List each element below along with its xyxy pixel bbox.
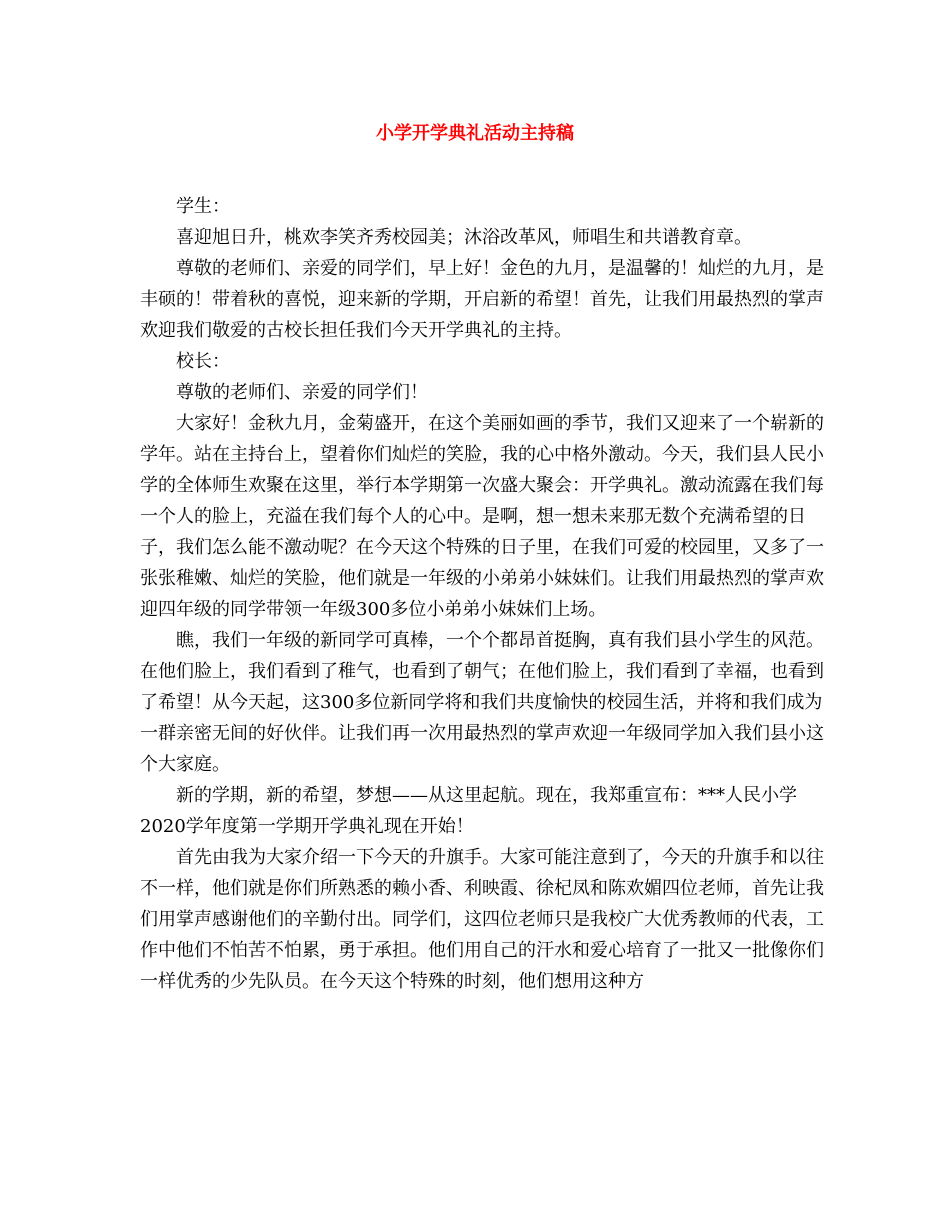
paragraph-announcement: 新的学期，新的希望，梦想——从这里起航。现在，我郑重宣布：***人民小学2020学年度第一学期开学典礼现在开始！ [140,785,797,837]
paragraph-couplet: 喜迎旭日升，桃欢李笑齐秀校园美；沐浴改革风，师唱生和共谱教育章。 [176,227,752,248]
paragraph-welcome: 大家好！金秋九月，金菊盛开，在这个美丽如画的季节，我们又迎来了一个崭新的学年。站在主持台上，望着你们灿烂的笑脸，我的心中格外激动。今天，我们县人民小学的全体师生欢聚在这里，举行本学期第一次盛大聚会：开学典礼。激动流露在我们每一个人的脸上，充溢在我们每个人的心中。是啊，想一想未来那无数个充满希望的日子，我们怎么能不激动呢？在今天这个特殊的日子里，在我们可爱的校园里，又多了一张张稚嫩、灿烂的笑脸，他们就是一年级的小弟弟小妹妹们。让我们用最热烈的掌声欢迎四年级的同学带领一年级300多位小弟弟小妹妹们上场。 [140,413,824,620]
paragraph-greeting: 尊敬的老师们、亲爱的同学们，早上好！金色的九月，是温馨的！灿烂的九月，是丰硕的！带着秋的喜悦，迎来新的学期，开启新的希望！首先，让我们用最热烈的掌声欢迎我们敬爱的古校长担任我们今天开学典礼的主持。 [140,258,824,341]
paragraph-flag-raisers: 首先由我为大家介绍一下今天的升旗手。大家可能注意到了，今天的升旗手和以往不一样，他们就是你们所熟悉的赖小香、利映霞、徐杞凤和陈欢媚四位老师，首先让我们用掌声感谢他们的辛勤付出。同学们，这四位老师只是我校广大优秀教师的代表，工作中他们不怕苦不怕累，勇于承担。他们用自己的汗水和爱心培育了一批又一批像你们一样优秀的少先队员。在今天这个特殊的时刻，他们想用这种方 [140,847,824,992]
document-title: 小学开学典礼活动主持稿 [376,123,574,144]
document-body [140,191,830,997]
paragraph-principal-greeting: 尊敬的老师们、亲爱的同学们！ [176,382,428,403]
paragraph-students-label: 学生： [176,196,230,217]
paragraph-principal-label: 校长： [176,351,230,372]
paragraph-new-students: 瞧，我们一年级的新同学可真棒，一个个都昂首挺胸，真有我们县小学生的风范。在他们脸上，我们看到了稚气，也看到了朝气；在他们脸上，我们看到了幸福，也看到了希望！从今天起，这300多位新同学将和我们共度愉快的校园生活，并将和我们成为一群亲密无间的好伙伴。让我们再一次用最热烈的掌声欢迎一年级同学加入我们县小这个大家庭。 [140,630,824,775]
